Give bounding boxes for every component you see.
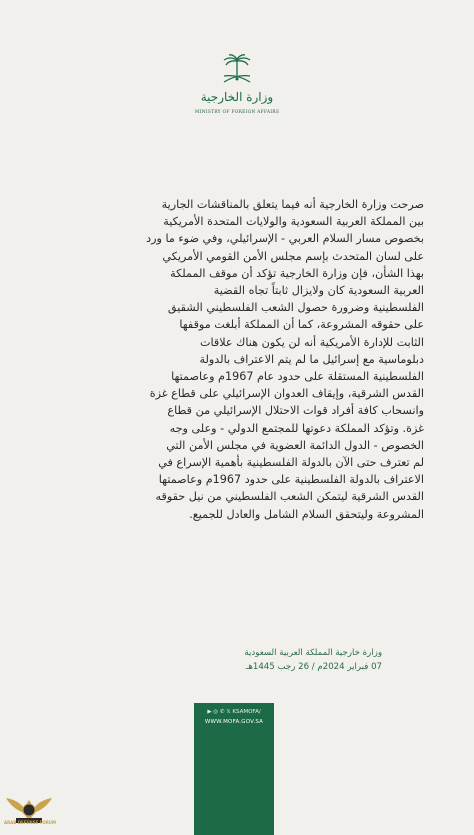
issuer-name: وزارة خارجية المملكة العربية السعودية bbox=[244, 648, 382, 658]
statement-line: على حقوقه المشروعة، كما أن المملكة أبلغت موقفها bbox=[179, 318, 424, 332]
press-statement bbox=[46, 196, 424, 523]
statement-line: القدس الشرقية، وإيقاف العدوان الإسرائيلي على قطاع غزة bbox=[149, 387, 424, 401]
statement-line: دبلوماسية مع إسرائيل ما لم يتم الاعتراف بالدولة bbox=[199, 352, 424, 366]
statement-line: المشروعة وليتحقق السلام الشامل والعادل للجميع. bbox=[189, 507, 424, 521]
statement-line: العربية السعودية كان ولايزال ثابتاً تجاه القضية bbox=[213, 284, 424, 298]
social-links bbox=[194, 709, 274, 715]
statement-line: الفلسطينية وضرورة حصول الشعب الفلسطيني الشقيق bbox=[167, 301, 424, 315]
ministry-name-english: MINISTRY OF FOREIGN AFFAIRS bbox=[194, 110, 280, 115]
statement-line: بهذا الشأن، فإن وزارة الخارجية تؤكد أن موقف المملكة bbox=[170, 266, 424, 280]
saudi-emblem-icon bbox=[206, 52, 268, 90]
statement-line: بخصوص مسار السلام العربي - الإسرائيلي، وفي ضوء ما ورد bbox=[146, 232, 424, 246]
statement-line: الفلسطينية المستقلة على حدود عام 1967م وعاصمتها bbox=[171, 370, 424, 384]
statement-line: القدس الشرقية ليتمكن الشعب الفلسطيني من نيل حقوقه bbox=[155, 490, 424, 504]
statement-line: وانسحاب كافة أفراد قوات الاحتلال الإسرائيلي من قطاع bbox=[167, 404, 424, 418]
statement-line: الاعتراف بالدولة الفلسطينية على حدود 1967م وعاصمتها bbox=[158, 473, 424, 487]
footer-bar bbox=[194, 703, 274, 835]
statement-line: لم تعترف حتى الآن بالدولة الفلسطينية بأهمية الإسراع في bbox=[158, 456, 424, 470]
statement-line: الثابت للإدارة الأمريكية أنه لن يكون هناك علاقات bbox=[199, 335, 424, 349]
statement-line: على لسان المتحدث بإسم مجلس الأمن القومي الأمريكي bbox=[162, 249, 424, 263]
statement-line: صرحت وزارة الخارجية أنه فيما يتعلق بالمناقشات الجارية bbox=[161, 198, 424, 211]
watermark-text: ARAB DEFENSE FORUM bbox=[3, 820, 57, 825]
signature-block bbox=[150, 646, 382, 674]
statement-line: الخصوص - الدول الدائمة العضوية في مجلس الأمن التي bbox=[166, 438, 424, 452]
social-handle: KSAMOFA/ bbox=[232, 709, 261, 715]
statement-line: بين المملكة العربية السعودية والولايات المتحدة الأمريكية bbox=[163, 215, 424, 229]
issue-date: 07 فبراير 2024م / 26 رجب 1445هـ bbox=[245, 662, 382, 672]
social-icons[interactable]: ▶ ◎ ✆ 𝕏 bbox=[207, 709, 233, 715]
ministry-name-arabic: وزارة الخارجية bbox=[200, 90, 274, 104]
website-link[interactable]: WWW.MOFA.GOV.SA bbox=[204, 719, 264, 725]
forum-watermark-logo-icon bbox=[2, 786, 56, 832]
statement-line: غزة. وتؤكد المملكة دعوتها للمجتمع الدولي - وعلى وجه bbox=[169, 421, 424, 435]
